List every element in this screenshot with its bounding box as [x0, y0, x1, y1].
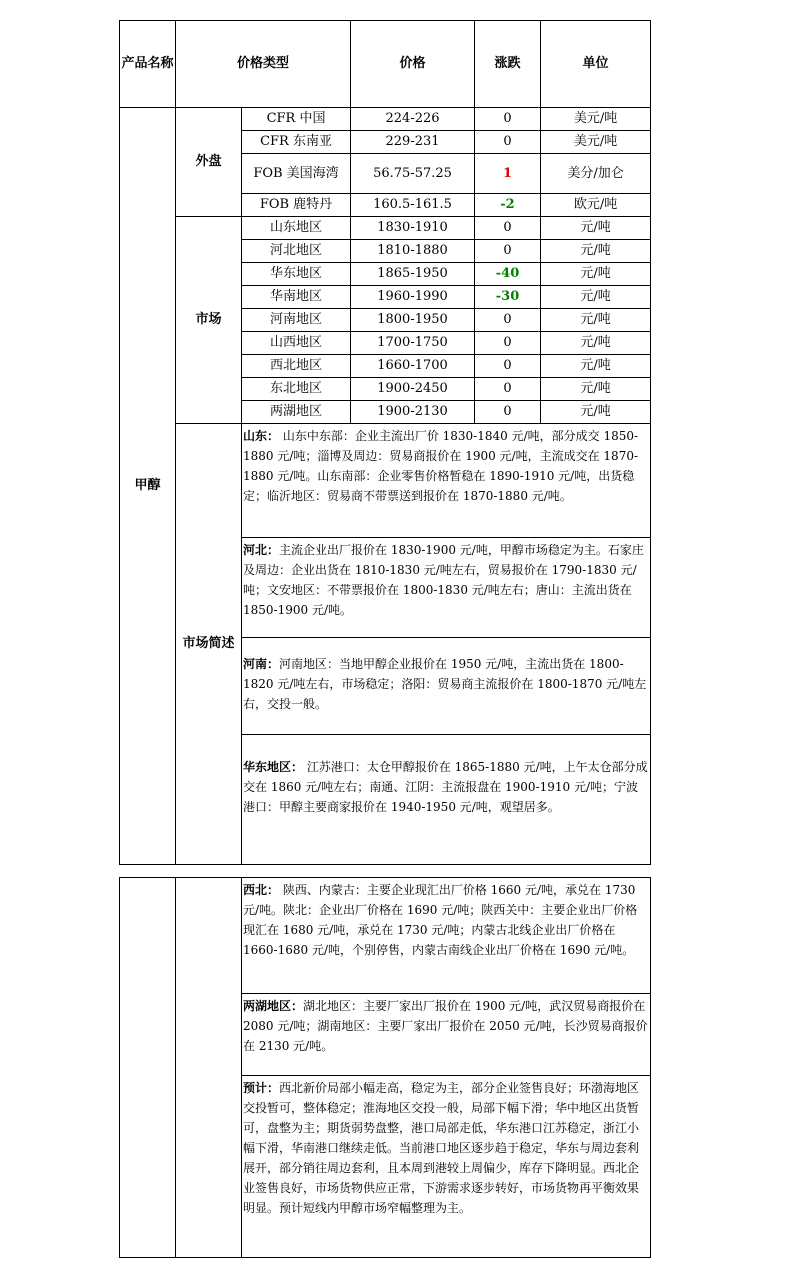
- summary-text: 主流企业出厂报价在 1830-1900 元/吨，甲醇市场稳定为主。石家庄及周边：企业出货在 1810-1830 元/吨左右，贸易报价在 1790-1830 元/吨；文安地区：不带票报价在 1800-1830 元/吨左右；唐山：主流出货在 1850-1900 元/吨。: [243, 543, 644, 617]
- row-price: 1700-1750: [351, 332, 475, 355]
- header-change: 涨跌: [475, 21, 541, 108]
- header-unit: 单位: [541, 21, 651, 108]
- row-name: FOB 鹿特丹: [242, 194, 351, 217]
- row-unit: 元/吨: [541, 240, 651, 263]
- row-name: CFR 中国: [242, 108, 351, 131]
- row-change: 0: [475, 217, 541, 240]
- row-price: 160.5-161.5: [351, 194, 475, 217]
- row-change: 0: [475, 131, 541, 154]
- summary-xibei: [242, 878, 651, 994]
- summary-text: 河南地区：当地甲醇企业报价在 1950 元/吨，主流出货在 1800-1820 元/吨左右，市场稳定；洛阳：贸易商主流报价在 1800-1870 元/吨左右，交投一般。: [243, 657, 647, 711]
- table-row: [120, 108, 651, 131]
- product-cell: 甲醇: [120, 108, 176, 865]
- header-price: 价格: [351, 21, 475, 108]
- row-price: 1800-1950: [351, 309, 475, 332]
- row-change: -30: [475, 286, 541, 309]
- summary-text: 西北新价局部小幅走高，稳定为主，部分企业签售良好；环渤海地区交投暂可，整体稳定；淮海地区交投一般，局部下幅下滑；华中地区出货暂可，盘整为主；期货弱势盘整，港口局部走低，华东港口江苏稳定，浙江小幅下滑，华南港口继续走低。当前港口地区逐步趋于稳定，华东与周边套利展开，部分销往周边套利，且本周到港较上周偏少，库存下降明显。西北企业签售良好，市场货物供应正常，下游需求逐步转好，市场货物再平衡效果明显。预计短线内甲醇市场窄幅整理为主。: [243, 1081, 640, 1215]
- group-market: 市场: [176, 217, 242, 424]
- summary-label: 西北：: [243, 883, 280, 897]
- row-unit: 元/吨: [541, 332, 651, 355]
- table-row: [120, 217, 651, 240]
- row-change: 0: [475, 309, 541, 332]
- row-name: 东北地区: [242, 378, 351, 401]
- row-unit: 元/吨: [541, 355, 651, 378]
- header-price-type: 价格类型: [176, 21, 351, 108]
- empty-product-cell: [120, 878, 176, 1258]
- row-name: 两湖地区: [242, 401, 351, 424]
- summary-label: 两湖地区：: [243, 999, 304, 1013]
- summary-text: 江苏港口：太仓甲醇报价在 1865-1880 元/吨，上午太仓部分成交在 1860 元/吨左右；南通、江阴：主流报盘在 1900-1910 元/吨；宁波港口：甲醇主要商家报价在 1940-1950 元/吨，观望居多。: [243, 760, 648, 814]
- row-unit: 元/吨: [541, 378, 651, 401]
- row-unit: 元/吨: [541, 309, 651, 332]
- row-name: 华东地区: [242, 263, 351, 286]
- row-change: 0: [475, 355, 541, 378]
- summary-huadong: [242, 735, 651, 865]
- header-product-name: 产品名称: [120, 21, 176, 108]
- row-name: 山东地区: [242, 217, 351, 240]
- row-name: 华南地区: [242, 286, 351, 309]
- row-change: -2: [475, 194, 541, 217]
- summary-lianghu: [242, 994, 651, 1076]
- summary-henan: [242, 638, 651, 735]
- row-price: 1900-2130: [351, 401, 475, 424]
- methanol-summary-continued-table: [119, 877, 651, 1258]
- summary-row: [120, 878, 651, 994]
- row-name: 河北地区: [242, 240, 351, 263]
- row-unit: 欧元/吨: [541, 194, 651, 217]
- row-price: 1810-1880: [351, 240, 475, 263]
- row-change: -40: [475, 263, 541, 286]
- summary-text: 湖北地区：主要厂家出厂报价在 1900 元/吨，武汉贸易商报价在 2080 元/吨；湖南地区：主要厂家出厂报价在 2050 元/吨，长沙贸易商报价在 2130 元/吨。: [243, 999, 648, 1053]
- row-unit: 元/吨: [541, 401, 651, 424]
- row-unit: 元/吨: [541, 263, 651, 286]
- row-change: 0: [475, 401, 541, 424]
- summary-label: 河北：: [243, 543, 280, 557]
- group-external: 外盘: [176, 108, 242, 217]
- row-name: 河南地区: [242, 309, 351, 332]
- row-price: 1865-1950: [351, 263, 475, 286]
- group-summary: 市场简述: [176, 424, 242, 865]
- header-row: [120, 21, 651, 108]
- row-change: 0: [475, 378, 541, 401]
- row-unit: 美分/加仑: [541, 154, 651, 194]
- methanol-price-table: [119, 20, 651, 865]
- row-unit: 美元/吨: [541, 131, 651, 154]
- summary-text: 陕西、内蒙古：主要企业现汇出厂价格 1660 元/吨，承兑在 1730 元/吨。陕北：企业出厂价格在 1690 元/吨；陕西关中：主要企业出厂价格现汇在 1680 元/吨，承兑在 1730 元/吨；内蒙古北线企业出厂价格在 1660-1680 元/吨，个别停售，内蒙古南线企业出厂价格在 1690 元/吨。: [243, 883, 638, 957]
- summary-label: 河南：: [243, 657, 280, 671]
- row-name: 山西地区: [242, 332, 351, 355]
- summary-row: [120, 424, 651, 538]
- row-price: 1660-1700: [351, 355, 475, 378]
- row-change: 0: [475, 240, 541, 263]
- row-unit: 元/吨: [541, 286, 651, 309]
- row-change: 0: [475, 332, 541, 355]
- row-change: 0: [475, 108, 541, 131]
- summary-forecast: [242, 1076, 651, 1258]
- row-name: 西北地区: [242, 355, 351, 378]
- row-price: 1900-2450: [351, 378, 475, 401]
- summary-label: 山东：: [243, 429, 280, 443]
- row-price: 56.75-57.25: [351, 154, 475, 194]
- row-price: 1960-1990: [351, 286, 475, 309]
- row-unit: 美元/吨: [541, 108, 651, 131]
- empty-group-cell: [176, 878, 242, 1258]
- row-price: 229-231: [351, 131, 475, 154]
- row-name: CFR 东南亚: [242, 131, 351, 154]
- row-unit: 元/吨: [541, 217, 651, 240]
- row-name: FOB 美国海湾: [242, 154, 351, 194]
- row-change: 1: [475, 154, 541, 194]
- summary-text: 山东中东部：企业主流出厂价 1830-1840 元/吨，部分成交 1850-1880 元/吨；淄博及周边：贸易商报价在 1900 元/吨，主流成交在 1870-1880 元/吨。山东南部：企业零售价格暂稳在 1890-1910 元/吨，出货稳定；临沂地区：贸易商不带票送到报价在 1870-1880 元/吨。: [243, 429, 639, 503]
- summary-label: 华东地区：: [243, 760, 304, 774]
- summary-shandong: [242, 424, 651, 538]
- summary-label: 预计：: [243, 1081, 280, 1095]
- row-price: 224-226: [351, 108, 475, 131]
- summary-hebei: [242, 538, 651, 638]
- row-price: 1830-1910: [351, 217, 475, 240]
